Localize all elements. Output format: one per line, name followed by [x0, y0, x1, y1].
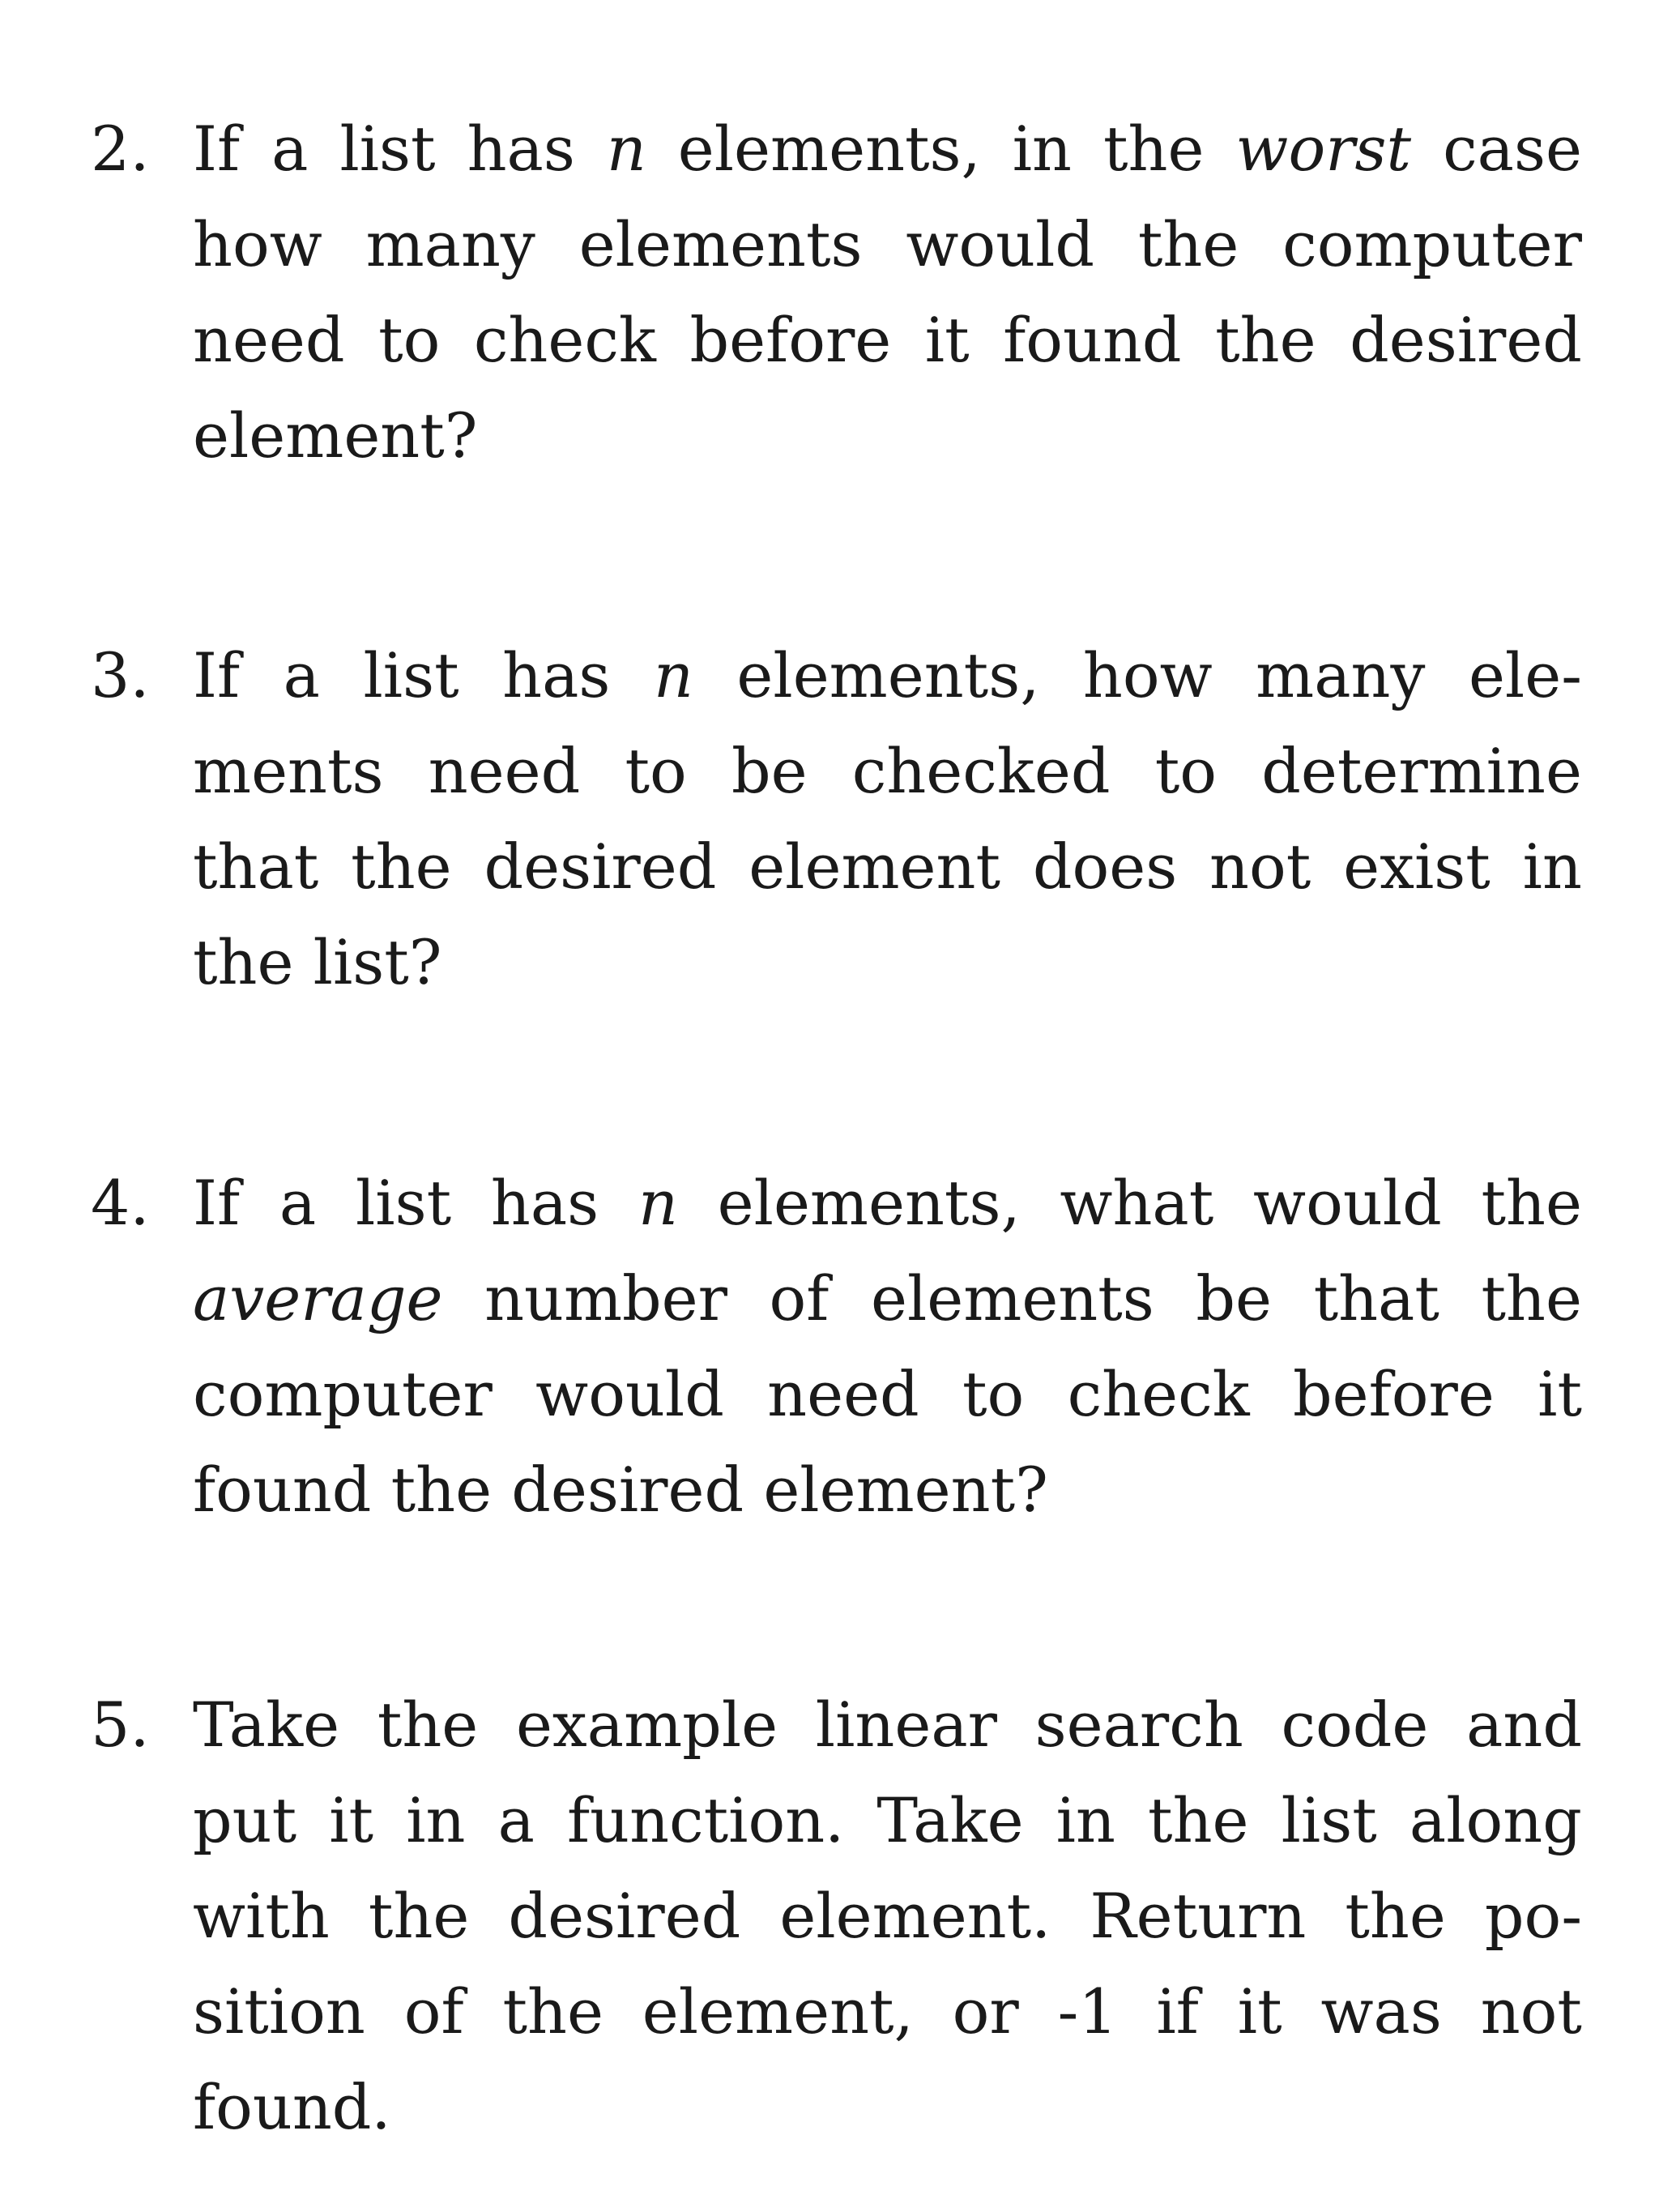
word: If — [193, 639, 241, 711]
word: determine — [1261, 735, 1582, 807]
word: ments — [193, 735, 384, 807]
emphasized-word: average — [193, 1262, 443, 1334]
word: many — [1256, 639, 1426, 711]
word: it — [924, 304, 970, 376]
word: element — [748, 831, 1000, 903]
word: in — [1056, 1784, 1115, 1856]
word: ele- — [1468, 639, 1582, 711]
word: in — [1522, 831, 1582, 903]
word: elements, — [736, 639, 1040, 711]
word: how — [1082, 639, 1213, 711]
word: has — [467, 113, 575, 185]
text-line — [193, 1251, 1582, 1347]
text-line — [193, 1677, 1582, 1773]
text-line — [193, 1773, 1582, 1868]
word: of — [403, 1975, 464, 2048]
word: sition — [193, 1975, 365, 2048]
emphasized-word: n — [606, 113, 646, 185]
word: computer — [1282, 208, 1582, 280]
word: the — [1481, 1262, 1582, 1334]
word: If — [193, 1167, 241, 1239]
word: the — [1137, 208, 1239, 280]
question-number: 5. — [91, 1689, 150, 1761]
word: in — [1012, 113, 1072, 185]
word: computer — [193, 1358, 493, 1430]
word: to — [625, 735, 687, 807]
word: list — [339, 113, 436, 185]
word: would — [906, 208, 1095, 280]
word: to — [962, 1358, 1025, 1430]
word: it — [329, 1784, 374, 1856]
word: that — [193, 831, 319, 903]
word: check — [473, 304, 656, 376]
word: with — [193, 1880, 330, 1952]
text-line — [193, 1442, 1582, 1538]
word: list? — [313, 926, 442, 998]
word: the — [1215, 304, 1316, 376]
word: before — [689, 304, 892, 376]
word: does — [1032, 831, 1178, 903]
word: that — [1313, 1262, 1439, 1334]
word: and — [1466, 1689, 1582, 1761]
word: in — [406, 1784, 466, 1856]
word: found. — [193, 2071, 391, 2143]
text-line — [193, 388, 1582, 484]
question-text — [193, 1677, 1582, 2155]
word: would — [535, 1358, 724, 1430]
question-number: 3. — [91, 639, 150, 711]
text-line — [193, 1155, 1582, 1251]
word: has — [490, 1167, 599, 1239]
word: list — [356, 1167, 452, 1239]
word: element? — [193, 399, 478, 472]
word: exist — [1343, 831, 1491, 903]
word: not — [1209, 831, 1311, 903]
word: the — [1102, 113, 1205, 185]
emphasized-word: worst — [1235, 113, 1412, 185]
word: the — [193, 926, 294, 998]
word: element. — [779, 1880, 1051, 1952]
word: not — [1480, 1975, 1582, 2048]
question-text — [193, 1155, 1582, 1538]
word: function. — [567, 1784, 845, 1856]
word: was — [1320, 1975, 1442, 2048]
word: be — [1196, 1262, 1272, 1334]
word: if — [1156, 1975, 1199, 2048]
word: to — [1154, 735, 1218, 807]
word: the — [1148, 1784, 1249, 1856]
text-line — [193, 293, 1582, 388]
word: put — [193, 1784, 297, 1856]
word: code — [1281, 1689, 1429, 1761]
word: before — [1293, 1358, 1495, 1430]
word: a — [279, 1167, 317, 1239]
text-line — [193, 915, 1582, 1010]
text-line — [193, 819, 1582, 915]
word: need — [767, 1358, 919, 1430]
word: example — [515, 1689, 778, 1761]
question-text — [193, 101, 1582, 484]
word: what — [1060, 1167, 1214, 1239]
text-line — [193, 1868, 1582, 1964]
word: of — [769, 1262, 830, 1334]
question-text — [193, 628, 1582, 1010]
word: desired — [484, 831, 717, 903]
word: it — [1237, 1975, 1282, 2048]
word: many — [365, 208, 535, 280]
word: number — [484, 1262, 727, 1334]
word: checked — [851, 735, 1111, 807]
text-line — [193, 101, 1582, 197]
word: the — [377, 1689, 479, 1761]
text-line — [193, 197, 1582, 293]
word: desired — [508, 1880, 741, 1952]
word: the — [390, 1454, 493, 1526]
question-number: 4. — [91, 1167, 150, 1239]
word: has — [502, 639, 611, 711]
text-line — [193, 1964, 1582, 2060]
word: the — [351, 831, 452, 903]
word: -1 — [1057, 1975, 1118, 2048]
word: Take — [876, 1784, 1024, 1856]
word: search — [1034, 1689, 1243, 1761]
word: need — [428, 735, 581, 807]
word: element? — [763, 1454, 1048, 1526]
word: list — [1281, 1784, 1377, 1856]
text-line — [193, 628, 1582, 724]
word: along — [1409, 1784, 1582, 1856]
text-line — [193, 724, 1582, 819]
word: desired — [1350, 304, 1582, 376]
word: po- — [1484, 1880, 1582, 1952]
word: elements, — [677, 113, 981, 185]
word: a — [283, 639, 320, 711]
word: a — [271, 113, 309, 185]
emphasized-word: n — [653, 639, 693, 711]
word: elements — [578, 208, 863, 280]
word: desired — [511, 1454, 744, 1526]
word: list — [363, 639, 459, 711]
word: elements — [871, 1262, 1154, 1334]
word: If — [193, 113, 241, 185]
word: the — [1345, 1880, 1446, 1952]
word: need — [193, 304, 345, 376]
word: to — [378, 304, 441, 376]
word: be — [731, 735, 808, 807]
text-line — [193, 2060, 1582, 2155]
word: how — [193, 208, 322, 280]
word: case — [1443, 113, 1582, 185]
word: a — [497, 1784, 535, 1856]
word: elements, — [717, 1167, 1021, 1239]
word: linear — [815, 1689, 997, 1761]
word: it — [1537, 1358, 1582, 1430]
word: the — [1481, 1167, 1582, 1239]
emphasized-word: n — [638, 1167, 678, 1239]
word: the — [368, 1880, 470, 1952]
word: Return — [1090, 1880, 1307, 1952]
word: element, — [642, 1975, 914, 2048]
word: would — [1253, 1167, 1442, 1239]
question-number: 2. — [91, 113, 150, 185]
text-line — [193, 1347, 1582, 1442]
word: found — [1003, 304, 1182, 376]
word: Take — [193, 1689, 340, 1761]
word: found — [193, 1454, 372, 1526]
word: the — [502, 1975, 603, 2048]
word: check — [1067, 1358, 1250, 1430]
word: or — [952, 1975, 1019, 2048]
